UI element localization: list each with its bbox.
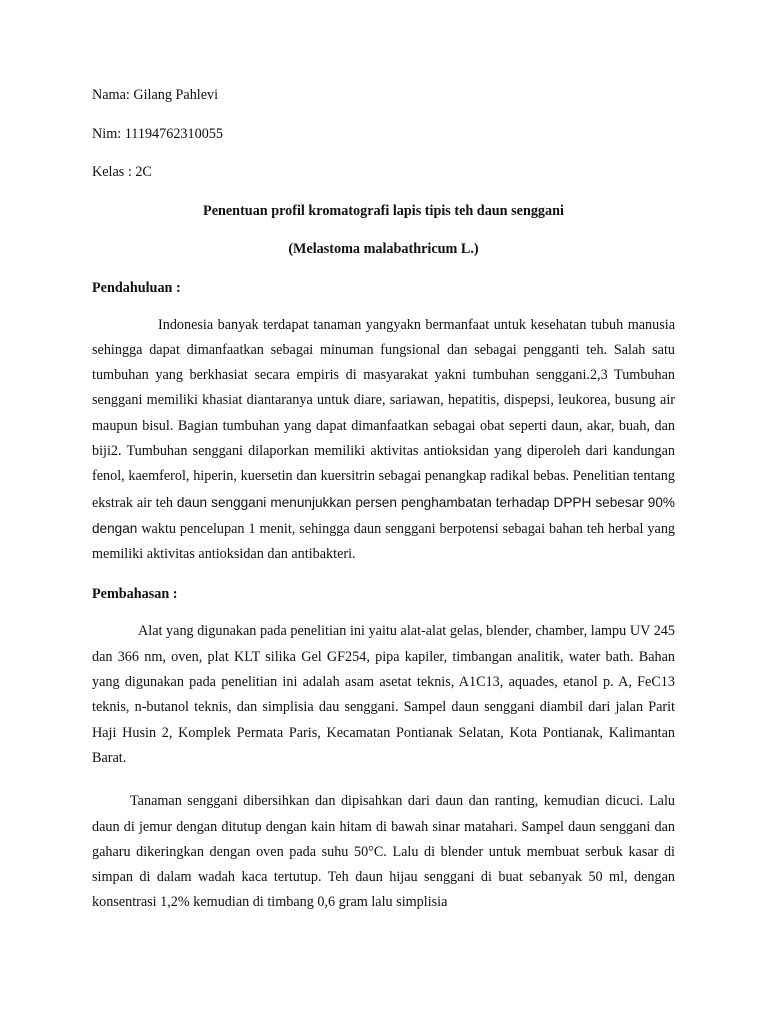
introduction-dpph-text: daun senggani menunjukkan persen penghambatan terhadap DPPH sebesar 90% dengan	[92, 494, 676, 536]
introduction-text-end: waktu pencelupan 1 menit, sehingga daun senggani berpotensi sebagai bahan teh herbal yang memiliki aktivitas antioksidan dan antibakteri.	[92, 520, 675, 563]
discussion-paragraph-1: Alat yang digunakan pada penelitian ini yaitu alat-alat gelas, blender, chamber, lampu UV 245 dan 366 nm, oven, plat KLT silika Gel GF254, pipa kapiler, timbangan analitik, water bath. Bahan yang digunakan pada penelitian ini adalah asam asetat teknis, A1C13, aquades, etanol p. A, FeC13 teknis, n-butanol teknis, dan simplisia dau senggani. Sampel daun senggani diambil dari jalan Parit Haji Husin 2, Komplek Permata Paris, Kecamatan Pontianak Selatan, Kota Pontianak, Kalimantan Barat.	[92, 623, 675, 766]
introduction-paragraph	[92, 313, 675, 568]
document-page	[92, 86, 675, 916]
class-line: Kelas : 2C	[92, 164, 152, 180]
student-name-line: Nama: Gilang Pahlevi	[92, 87, 219, 103]
introduction-text: Indonesia banyak terdapat tanaman yangyakn bermanfaat untuk kesehatan tubuh manusia sehingga dapat dimanfaatkan sebagai minuman fungsional dan sebagai pengganti teh. Salah satu tumbuhan yang berkhasiat secara empiris di masyarakat yakni tumbuhan senggani.2,3 Tumbuhan senggani memiliki khasiat diantaranya untuk diare, sariawan, hepatitis, dispepsi, leukorea, busung air maupun bisul. Bagian tumbuhan yang dapat dimanfaatkan sebagai obat seperti daun, akar, buah, dan biji2. Tumbuhan senggani dilaporkan memiliki aktivitas antioksidan yang diperoleh dari kandungan fenol, kaemferol, hiperin, kuersetin dan kuersitrin sebagai penangkap radikal bebas. Penelitian tentang ekstrak air teh	[92, 316, 675, 511]
species-name: (Melastoma malabathricum L.)	[288, 241, 479, 257]
introduction-heading: Pendahuluan :	[92, 279, 181, 296]
discussion-heading: Pembahasan :	[92, 586, 178, 603]
discussion-paragraph-2: Tanaman senggani dibersihkan dan dipisahkan dari daun dan ranting, kemudian dicuci. Lalu daun di jemur dengan ditutup dengan kain hitam di bawah sinar matahari. Sampel daun senggani dan gaharu dikeringkan dengan oven pada suhu 50°C. Lalu di blender untuk membuat serbuk kasar di simpan di dalam wadah kaca tertutup. Teh daun hijau senggani di buat sebanyak 50 ml, dengan konsentrasi 1,2% kemudian di timbang 0,6 gram lalu simplisia	[92, 793, 675, 911]
document-title: Penentuan profil kromatografi lapis tipis teh daun senggani	[203, 202, 564, 219]
student-id-line: Nim: 11194762310055	[92, 125, 223, 142]
